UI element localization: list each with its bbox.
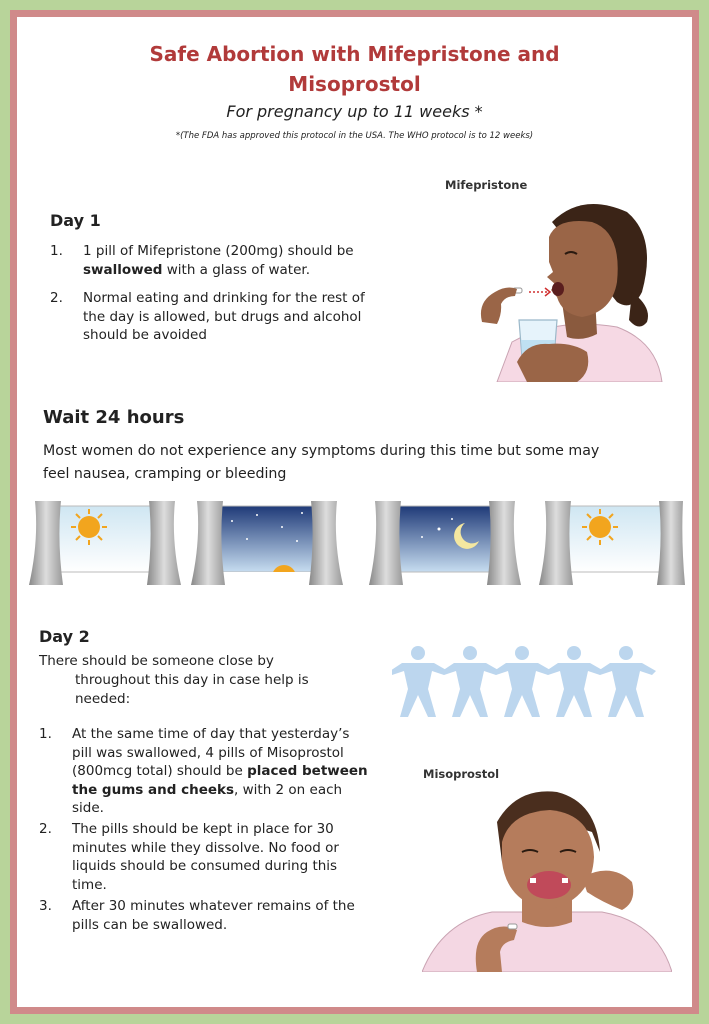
item-text: Normal eating and drinking for the rest of: [83, 290, 365, 306]
item-text: liquids should be consumed during this: [72, 858, 338, 874]
woman-taking-pill-illustration: [457, 192, 667, 382]
item-text: At the same time of day that yesterday’s: [72, 726, 350, 742]
day2-intro-line-1: There should be someone close by: [39, 653, 274, 669]
item-number: 2.: [39, 821, 52, 837]
item-text: pill was swallowed, 4 pills of Misoprostol: [72, 744, 344, 761]
footnote: *(The FDA has approved this protocol in the USA. The WHO protocol is to 12 weeks): [175, 131, 534, 141]
wait-heading: Wait 24 hours: [43, 407, 185, 428]
item-text: 1 pill of Mifepristone (200mg) should be: [83, 243, 354, 259]
subtitle: For pregnancy up to 11 weeks *: [226, 102, 483, 121]
woman-placing-pill-in-cheek-illustration: [422, 782, 672, 972]
title-line-2: Misoprostol: [288, 72, 421, 96]
title-line-1: Safe Abortion with Mifepristone and: [149, 42, 560, 66]
item-bold: placed between: [247, 763, 368, 779]
poster: [17, 17, 692, 1007]
item-text: The pills should be kept in place for 30: [72, 821, 334, 837]
window-night: [369, 501, 521, 585]
item-text: minutes while they dissolve. No food or: [72, 839, 339, 856]
item-text: the day is allowed, but drugs and alcohol: [83, 308, 362, 325]
item-text: time.: [72, 876, 107, 893]
item-bold: the gums and cheeks: [72, 781, 235, 798]
item-text: (800mcg total) should be: [72, 763, 248, 779]
window-dusk: [191, 501, 343, 586]
windows-day-night-sequence: [27, 501, 687, 586]
item-number: 3.: [39, 898, 52, 914]
item-text: pills can be swallowed.: [72, 916, 228, 933]
mifepristone-label: Mifepristone: [445, 178, 528, 192]
window-day-1: [29, 501, 181, 585]
wait-text-line-1: Most women do not experience any symptoms during this time but some may: [43, 443, 600, 459]
item-number: 1.: [39, 726, 52, 742]
window-day-2: [539, 501, 685, 585]
item-text: should be avoided: [83, 327, 207, 343]
item-text: After 30 minutes whatever remains of the: [72, 898, 355, 914]
item-text: , with 2 on each: [234, 781, 343, 798]
misoprostol-label: Misoprostol: [423, 767, 500, 781]
item-text: with a glass of water.: [162, 261, 311, 278]
wait-text-line-2: feel nausea, cramping or bleeding: [43, 466, 287, 482]
item-bold: swallowed: [83, 261, 163, 278]
paper-dolls-support-icon: [392, 645, 657, 720]
day1-heading: Day 1: [50, 211, 101, 230]
item-number: 1.: [50, 243, 63, 259]
item-number: 2.: [50, 290, 63, 306]
day2-intro-line-2: throughout this day in case help is: [75, 672, 309, 688]
item-text: side.: [72, 800, 104, 816]
day2-heading: Day 2: [39, 627, 90, 646]
day2-intro-line-3: needed:: [75, 691, 131, 707]
